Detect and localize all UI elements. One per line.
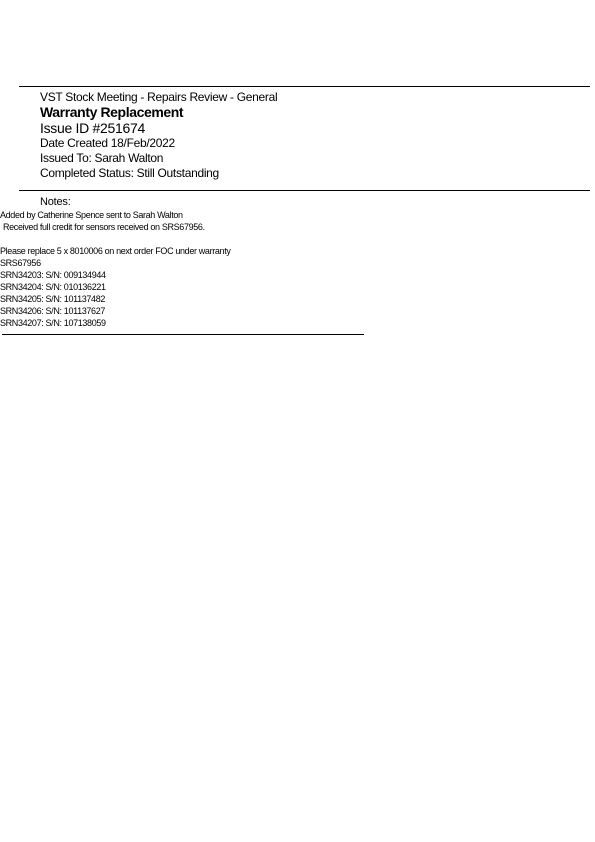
issue-title: Warranty Replacement — [40, 104, 184, 120]
issue-id: Issue ID #251674 — [40, 120, 145, 136]
issue-header — [40, 90, 580, 181]
meeting-name: VST Stock Meeting - Repairs Review - General — [40, 90, 278, 104]
notes-credit-line: Received full credit for sensors received on SRS67956. — [3, 222, 205, 232]
notes-end-divider — [2, 334, 364, 335]
notes-srs-ref: SRS67956 — [0, 258, 41, 268]
serial-line: SRN34203: S/N: 009134944 — [0, 270, 106, 280]
top-divider — [19, 86, 590, 87]
serial-line: SRN34205: S/N: 101137482 — [0, 294, 106, 304]
notes-spacer — [0, 233, 400, 245]
serial-line: SRN34204: S/N: 010136221 — [0, 282, 106, 292]
notes-replace-line: Please replace 5 x 8010006 on next order FOC under warranty — [0, 246, 231, 256]
notes-body — [0, 209, 400, 329]
serial-line: SRN34206: S/N: 101137627 — [0, 306, 106, 316]
date-created: Date Created 18/Feb/2022 — [40, 136, 175, 150]
completed-status: Completed Status: Still Outstanding — [40, 166, 219, 180]
header-divider — [19, 190, 590, 191]
serial-line: SRN34207: S/N: 107138059 — [0, 318, 106, 328]
notes-label: Notes: — [40, 196, 71, 208]
issued-to: Issued To: Sarah Walton — [40, 151, 164, 165]
notes-added-by: Added by Catherine Spence sent to Sarah Walton — [0, 210, 183, 220]
